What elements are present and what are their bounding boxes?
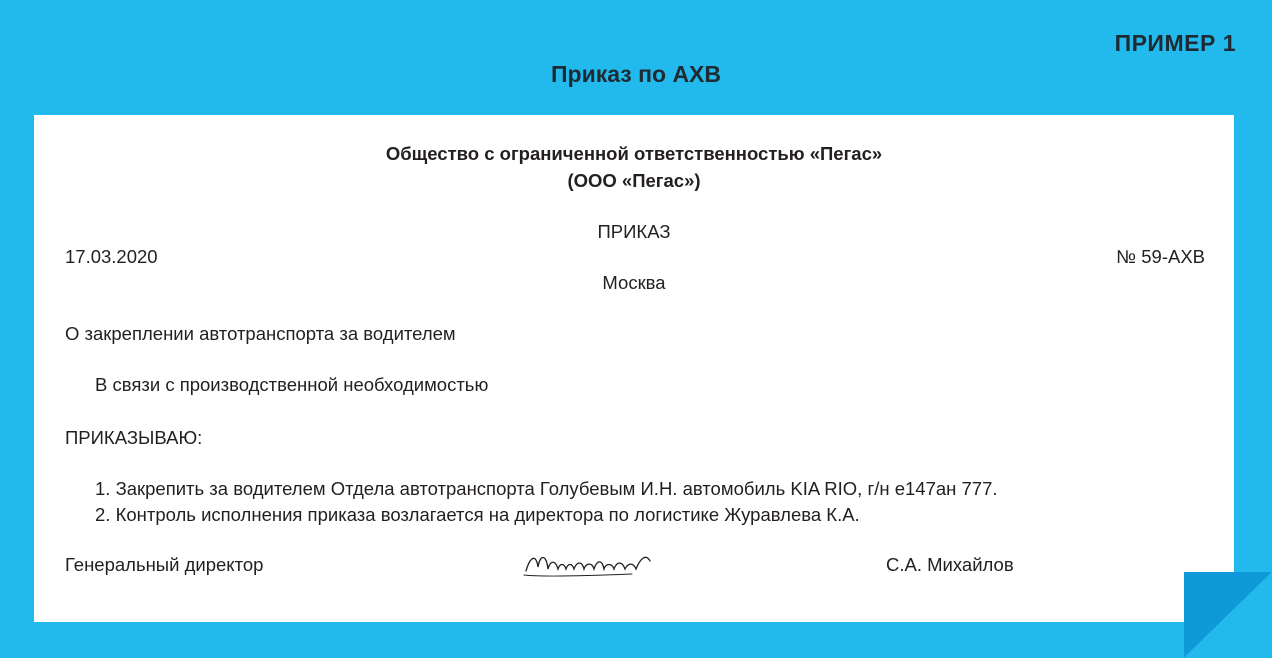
document-city: Москва [602,272,666,293]
frame-title: Приказ по АХВ [550,61,722,87]
signatory-position: Генеральный директор [65,554,264,575]
document-date: 17.03.2020 [65,246,158,267]
page-fold-corner [1184,572,1272,658]
document-number: № 59-АХВ [1116,246,1205,267]
order-document [34,115,1234,622]
order-item: 2. Контроль исполнения приказа возлагается на директора по логистике Журавлева К.А. [95,504,860,525]
document-preamble: В связи с производственной необходимостью [95,374,489,395]
order-item: 1. Закрепить за водителем Отдела автотранспорта Голубевым И.Н. автомобиль KIA RIO, г/н е147ан 777. [95,478,998,499]
handwritten-signature [522,547,662,581]
order-word: ПРИКАЗЫВАЮ: [65,427,203,448]
document-subject: О закреплении автотранспорта за водителем [65,323,456,344]
company-short-name: (ООО «Пегас») [567,170,701,191]
company-full-name: Общество с ограниченной ответственностью «Пегас» [385,143,883,164]
signatory-name: С.А. Михайлов [886,554,1014,575]
example-label: ПРИМЕР 1 [1114,30,1236,56]
document-type: ПРИКАЗ [597,221,671,242]
